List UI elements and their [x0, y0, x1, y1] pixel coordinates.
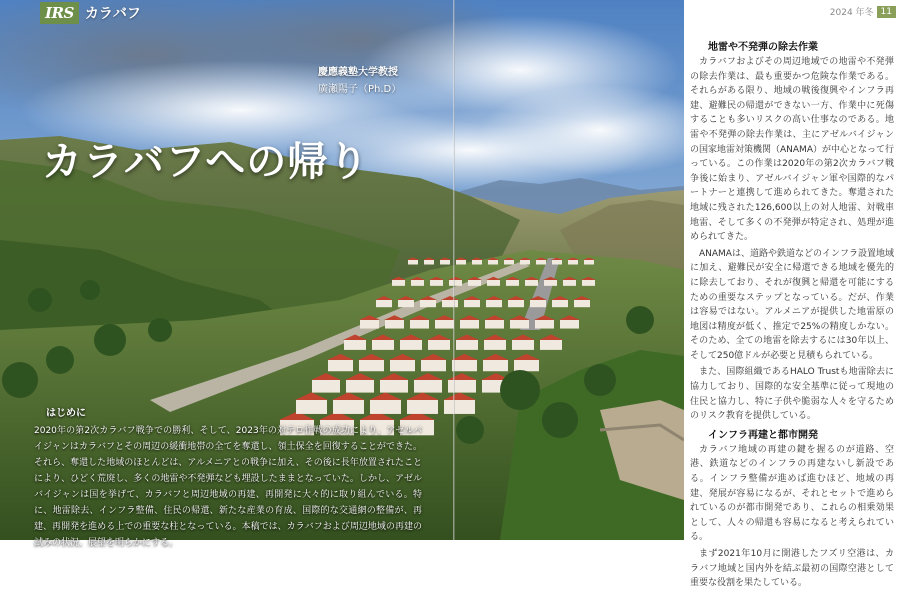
house	[442, 300, 458, 307]
house	[484, 340, 506, 350]
article-body	[690, 38, 894, 593]
author-affiliation: 慶應義塾大学教授	[318, 67, 398, 78]
house	[582, 280, 595, 286]
house	[380, 380, 408, 393]
house	[472, 260, 482, 265]
paragraph: カラバフ地域の再建の鍵を握るのが道路、空港、鉄道などのインフラの再建ないし新設である。インフラ整備が進めば進むほど、地域の再建、発展が容易になるが、それとセットで進められているのが都市開発であり、これらの相乗効果として、人々の帰還も容易になると考えられている。	[690, 444, 894, 543]
house	[440, 260, 450, 265]
tree	[584, 364, 616, 396]
house	[452, 360, 477, 371]
house	[400, 340, 422, 350]
house	[483, 360, 508, 371]
tree	[542, 402, 578, 438]
house	[398, 300, 414, 307]
tree	[94, 324, 126, 356]
house	[414, 380, 442, 393]
tree	[80, 280, 100, 300]
house	[456, 260, 466, 265]
page-fold	[453, 0, 455, 540]
author-block	[318, 63, 401, 95]
author-name: 廣瀬陽子（Ph.D）	[318, 84, 402, 95]
house	[428, 340, 450, 350]
house	[530, 300, 546, 307]
section-label: カラバフ	[84, 6, 141, 22]
house	[504, 260, 514, 265]
house	[485, 320, 504, 329]
house	[435, 320, 454, 329]
intro-section	[34, 404, 422, 551]
tree	[148, 318, 172, 342]
house	[376, 300, 392, 307]
paragraph: カラバフおよびその周辺地域での地雷や不発弾の除去作業は、最も重要かつ危険な作業である。それらがある限り、地域の戦後復興やインフラ再建、避難民の帰還ができない一方、作業中に死傷することも多いリスクの高い仕事なのである。地雷や不発弾の除去作業は、主にアゼルバイジャンの国家地雷対策機関（ANAMA）が中心となって行っている。この作業は2020年の第2次カラバフ戦争後に始まり、アゼルバイジャン軍や国際的なパートナーと連携して進められてきた。奪還された地域に残された126,600以上の対人地雷、対戦車地雷、そして多くの不発弾が特定され、処理が進められてきた。	[690, 57, 894, 243]
house	[488, 260, 498, 265]
house	[514, 360, 539, 371]
issue-label: 2024 年冬	[829, 8, 874, 18]
magazine-brand	[40, 2, 141, 24]
house	[574, 300, 590, 307]
house	[460, 320, 479, 329]
tree	[28, 288, 52, 312]
text-column	[684, 0, 900, 589]
house	[584, 260, 594, 265]
house	[430, 280, 443, 286]
house	[468, 280, 481, 286]
house	[506, 280, 519, 286]
house	[328, 360, 353, 371]
house	[372, 340, 394, 350]
section-heading: インフラ再建と都市開発	[708, 429, 818, 441]
house	[464, 300, 480, 307]
house	[444, 400, 475, 414]
paragraph: まず2021年10月に開港したフズリ空港は、カラバフ地域と国内外を結ぶ最初の国際空港として重要な役割を果たしている。	[690, 549, 894, 589]
house	[392, 280, 405, 286]
article-title: カラバフへの帰り	[42, 138, 370, 185]
house	[486, 300, 502, 307]
house	[552, 300, 568, 307]
tree	[2, 362, 38, 398]
paragraph: また、国際組織であるHALO Trustも地雷除去に協力しており、国際的な安全基準に従って現地の住民と協力し、特に子供や脆弱な人々を守るためのリスク教育を提供している。	[690, 367, 894, 422]
house	[420, 300, 436, 307]
tree	[500, 370, 540, 410]
house	[312, 380, 340, 393]
house	[508, 300, 524, 307]
house	[525, 280, 538, 286]
house	[552, 260, 562, 265]
house	[544, 280, 557, 286]
house	[536, 260, 546, 265]
house	[540, 340, 562, 350]
house	[535, 320, 554, 329]
tree	[46, 346, 74, 374]
house	[390, 360, 415, 371]
house	[359, 360, 384, 371]
house	[421, 360, 446, 371]
house	[520, 260, 530, 265]
house	[410, 320, 429, 329]
house	[360, 320, 379, 329]
issue-info	[830, 5, 896, 18]
tree	[626, 306, 654, 334]
house	[560, 320, 579, 329]
house	[568, 260, 578, 265]
house	[512, 340, 534, 350]
section-heading: 地雷や不発弾の除去作業	[708, 42, 818, 53]
tree	[456, 416, 484, 444]
house	[344, 340, 366, 350]
house	[449, 280, 462, 286]
house	[346, 380, 374, 393]
house	[510, 320, 529, 329]
house	[487, 280, 500, 286]
house	[563, 280, 576, 286]
house	[411, 280, 424, 286]
irs-logo: IRS	[40, 2, 79, 24]
page-number: 11	[877, 6, 896, 18]
intro-heading: はじめに	[46, 408, 86, 419]
house	[456, 340, 478, 350]
paragraph: ANAMAは、道路や鉄道などのインフラ設置地域に加え、避難民が安全に帰還できる地域を優先的に除去しており、それが復興と帰還を可能にするための重要なステップとなっている。だが、作業は容易ではない。アルメニアが提供した地雷原の地図は精度が低く、推定で25%の精度しかない。そのため、全ての地雷を除去するには30年以上、そして250億ドルが必要と見積もられている。	[690, 248, 894, 361]
house	[424, 260, 434, 265]
house	[408, 260, 418, 265]
house	[385, 320, 404, 329]
intro-body: 2020年の第2次カラバフ戦争での勝利、そして、2023年の対テロ作戦の成功により、アゼルバイジャンはカラバフとその周辺の緩衝地帯の全てを奪還し、領土保全を回復することができた。それら、奪還した地域のほとんどは、アルメニアとの戦争に加え、その後に長年放置されたことにより、ひどく荒廃し、多くの地雷や不発弾なども埋設したままとなっていた。しかし、アゼルバイジャンは国を挙げて、カラバフと周辺地域の再建、再開発に大々的に取り組んでいる。特に、地雷除去、インフラ整備、住民の帰還、新たな産業の育成、国際的な交通網の整備が、再建、再開発を進める上での重要な柱となっている。本稿では、カラバフおよび周辺地域の再建の試みの状況、展望を明らかにする。	[34, 426, 422, 548]
